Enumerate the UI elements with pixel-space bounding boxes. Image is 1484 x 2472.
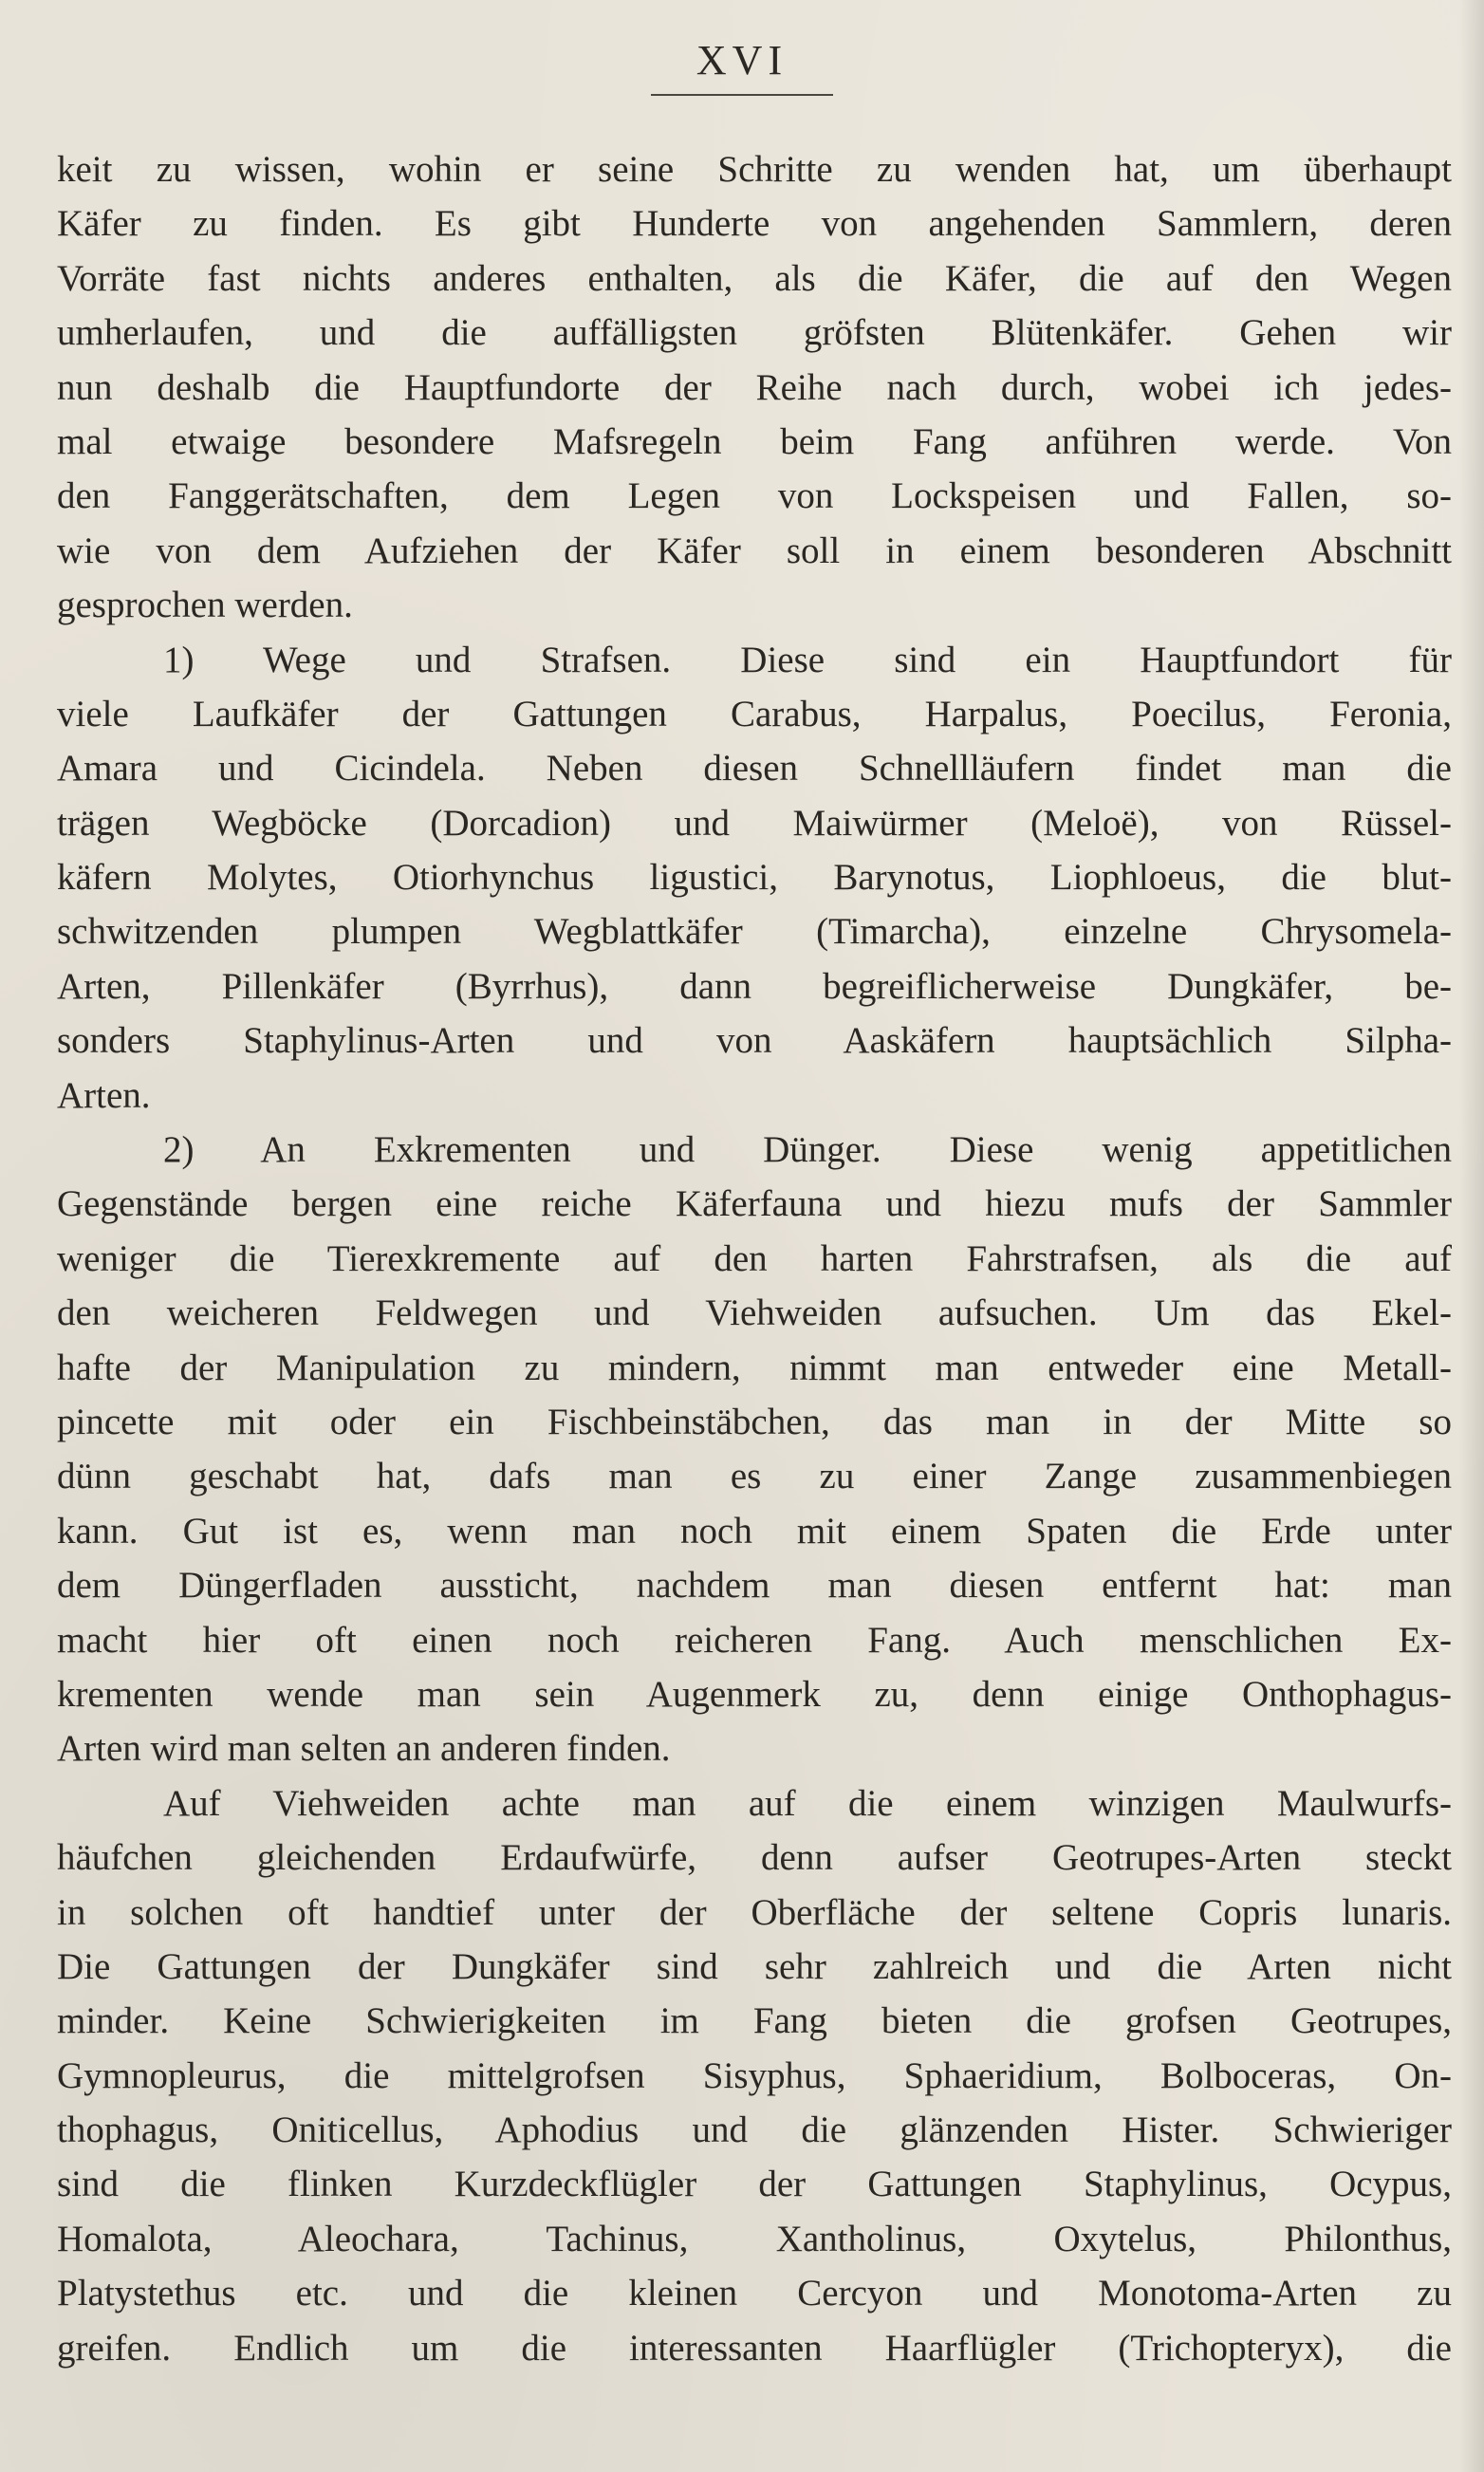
text-line: Platystethus etc. und die kleinen Cercyon und Monotoma-Arten zu	[57, 2273, 1452, 2314]
text-line: käfern Molytes, Otiorhynchus ligustici, Barynotus, Liophloeus, die blut-	[57, 857, 1452, 899]
text-line: minder. Keine Schwierigkeiten im Fang bieten die grofsen Geotrupes,	[57, 2000, 1452, 2042]
text-line: sind die flinken Kurzdeckflügler der Gattungen Staphylinus, Ocypus,	[57, 2164, 1452, 2205]
page-number: XVI	[651, 36, 833, 96]
text-line: häufchen gleichenden Erdaufwürfe, denn aufser Geotrupes-Arten steckt	[57, 1837, 1452, 1879]
text-line: pincette mit oder ein Fischbeinstäbchen, das man in der Mitte so	[57, 1401, 1452, 1442]
page-edge-shadow	[1459, 0, 1484, 2472]
section-heading-line: 1) Wege und Strafsen. Diese sind ein Hauptfundort für	[163, 639, 1452, 680]
text-line: gesprochen werden.	[57, 585, 353, 626]
text-line: schwitzenden plumpen Wegblattkäfer (Timarcha), einzelne Chrysomela-	[57, 911, 1452, 953]
text-line: umherlaufen, und die auffälligsten gröfsten Blütenkäfer. Gehen wir	[57, 312, 1452, 354]
text-line: Käfer zu finden. Es gibt Hunderte von angehenden Sammlern, deren	[57, 203, 1452, 245]
text-line: wie von dem Aufziehen der Käfer soll in einem besonderen Abschnitt	[57, 530, 1452, 571]
text-line: viele Laufkäfer der Gattungen Carabus, Harpalus, Poecilus, Feronia,	[57, 693, 1452, 734]
text-line: weniger die Tierexkremente auf den harten Fahrstrafsen, als die auf	[57, 1237, 1452, 1279]
text-line: nun deshalb die Hauptfundorte der Reihe nach durch, wobei ich jedes-	[57, 366, 1452, 408]
text-line: macht hier oft einen noch reicheren Fang. Auch menschlichen Ex-	[57, 1619, 1452, 1661]
text-line: dünn geschabt hat, dafs man es zu einer Zange zusammenbiegen	[57, 1456, 1452, 1497]
text-line: kann. Gut ist es, wenn man noch mit einem Spaten die Erde unter	[57, 1510, 1452, 1552]
text-line: Amara und Cicindela. Neben diesen Schnellläufern findet man die	[57, 748, 1452, 790]
text-line: Gegenstände bergen eine reiche Käferfauna und hiezu mufs der Sammler	[57, 1183, 1452, 1225]
text-line: den weicheren Feldwegen und Viehweiden aufsuchen. Um das Ekel-	[57, 1292, 1452, 1334]
text-line: den Fanggerätschaften, dem Legen von Lockspeisen und Fallen, so-	[57, 475, 1452, 517]
text-line: dem Düngerfladen aussticht, nachdem man diesen entfernt hat: man	[57, 1565, 1452, 1607]
text-line: thophagus, Oniticellus, Aphodius und die glänzenden Hister. Schwieriger	[57, 2110, 1452, 2151]
section-heading-line: 2) An Exkrementen und Dünger. Diese wenig appetitlichen	[163, 1129, 1452, 1171]
text-line: sonders Staphylinus-Arten und von Aaskäfern hauptsächlich Silpha-	[57, 1020, 1452, 1062]
text-line: Die Gattungen der Dungkäfer sind sehr zahlreich und die Arten nicht	[57, 1945, 1452, 1987]
text-line: krementen wende man sein Augenmerk zu, denn einige Onthophagus-	[57, 1673, 1452, 1715]
text-line: Auf Viehweiden achte man auf die einem winzigen Maulwurfs-	[163, 1782, 1452, 1824]
text-line: Gymnopleurus, die mittelgrofsen Sisyphus, Sphaeridium, Bolboceras, On-	[57, 2054, 1452, 2096]
text-line: Arten wird man selten an anderen finden.	[57, 1728, 671, 1770]
text-line: hafte der Manipulation zu mindern, nimmt man entweder eine Metall-	[57, 1347, 1452, 1388]
text-line: keit zu wissen, wohin er seine Schritte zu wenden hat, um überhaupt	[57, 149, 1452, 190]
page-header	[0, 36, 1484, 96]
text-line: trägen Wegböcke (Dorcadion) und Maiwürmer (Meloë), von Rüssel-	[57, 802, 1452, 844]
text-line: Vorräte fast nichts anderes enthalten, als die Käfer, die auf den Wegen	[57, 257, 1452, 299]
text-line: in solchen oft handtief unter der Oberfläche der seltene Copris lunaris.	[57, 1891, 1452, 1933]
text-line: Arten.	[57, 1074, 151, 1116]
page-body-text	[57, 142, 1452, 2375]
text-line: mal etwaige besondere Mafsregeln beim Fang anführen werde. Von	[57, 420, 1452, 462]
text-line: Arten, Pillenkäfer (Byrrhus), dann begreiflicherweise Dungkäfer, be-	[57, 965, 1452, 1007]
text-line: greifen. Endlich um die interessanten Haarflügler (Trichopteryx), die	[57, 2327, 1452, 2369]
text-line: Homalota, Aleochara, Tachinus, Xantholinus, Oxytelus, Philonthus,	[57, 2218, 1452, 2259]
